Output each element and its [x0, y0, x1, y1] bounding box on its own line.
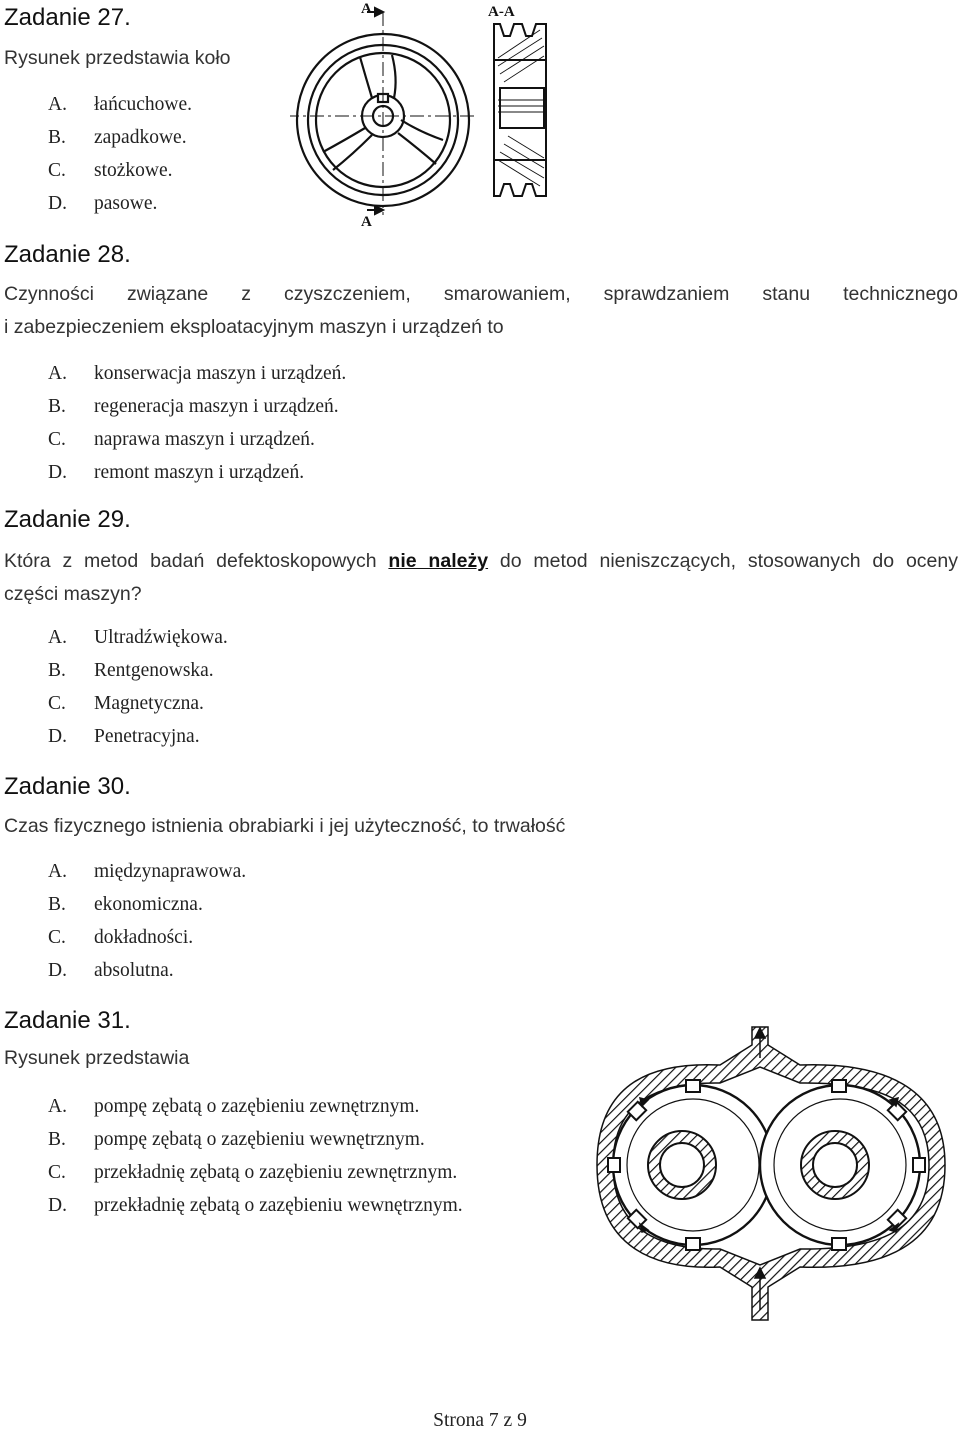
option-letter: A.: [48, 94, 67, 115]
option-text: pompę zębatą o zazębieniu wewnętrznym.: [94, 1129, 425, 1150]
q27-title: Zadanie 27.: [4, 4, 131, 31]
q28-option-a[interactable]: [48, 357, 346, 390]
option-letter: B.: [48, 894, 66, 915]
option-text: przekładnię zębatą o zazębieniu zewnętrznym.: [94, 1162, 458, 1183]
option-text: stożkowe.: [94, 160, 173, 181]
page-number: Strona 7 z 9: [433, 1410, 527, 1431]
q30-option-c[interactable]: [48, 921, 193, 954]
q29-stem-post: do metod nieniszczących, stosowanych do oceny: [499, 550, 958, 572]
option-letter: A.: [48, 1096, 67, 1117]
q30-stem: Czas fizycznego istnienia obrabiarki i jej użyteczność, to trwałość: [4, 815, 566, 837]
option-text: ekonomiczna.: [94, 894, 203, 915]
option-letter: B.: [48, 660, 66, 681]
q27-option-d[interactable]: [48, 187, 157, 220]
q28-option-b[interactable]: [48, 390, 339, 423]
option-text: Magnetyczna.: [94, 693, 204, 714]
q30-option-d[interactable]: [48, 954, 174, 987]
option-text: Ultradźwiękowa.: [94, 627, 228, 648]
option-text: pasowe.: [94, 193, 158, 214]
q29-stem-line-2: części maszyn?: [4, 583, 142, 605]
q28-option-c[interactable]: [48, 423, 315, 456]
option-letter: D.: [48, 726, 67, 747]
gear-pump-drawing: [585, 1025, 955, 1325]
q29-option-c[interactable]: [48, 687, 204, 720]
option-letter: A.: [48, 861, 67, 882]
option-letter: B.: [48, 1129, 66, 1150]
option-letter: D.: [48, 960, 67, 981]
option-letter: B.: [48, 127, 66, 148]
section-label-bottom: A: [361, 214, 372, 230]
option-letter: C.: [48, 1162, 66, 1183]
option-letter: C.: [48, 429, 66, 450]
option-text: remont maszyn i urządzeń.: [94, 462, 305, 483]
option-letter: A.: [48, 363, 67, 384]
section-label-aa: A-A: [488, 4, 515, 20]
q30-title: Zadanie 30.: [4, 773, 131, 800]
q31-option-b[interactable]: [48, 1123, 425, 1156]
option-letter: C.: [48, 160, 66, 181]
option-text: przekładnię zębatą o zazębieniu wewnętrznym.: [94, 1195, 463, 1216]
q29-stem-emphasis: nie należy: [388, 550, 489, 572]
option-text: Rentgenowska.: [94, 660, 214, 681]
option-letter: C.: [48, 693, 66, 714]
q28-stem-line-2: i zabezpieczeniem eksploatacyjnym maszyn i urządzeń to: [4, 316, 504, 338]
q27-option-a[interactable]: [48, 88, 192, 121]
option-text: regeneracja maszyn i urządzeń.: [94, 396, 339, 417]
q27-stem: Rysunek przedstawia koło: [4, 47, 231, 69]
q29-stem-pre: Która z metod badań defektoskopowych: [4, 550, 377, 572]
q30-option-b[interactable]: [48, 888, 203, 921]
q27-option-c[interactable]: [48, 154, 173, 187]
q31-stem: Rysunek przedstawia: [4, 1047, 190, 1069]
option-text: łańcuchowe.: [94, 94, 192, 115]
q28-stem-line-1: Czynności związane z czyszczeniem, smarowaniem, sprawdzaniem stanu technicznego: [4, 283, 958, 305]
option-letter: A.: [48, 627, 67, 648]
option-text: dokładności.: [94, 927, 194, 948]
option-letter: D.: [48, 1195, 67, 1216]
option-letter: C.: [48, 927, 66, 948]
q29-stem-line-1: [4, 545, 958, 578]
q29-option-a[interactable]: [48, 621, 228, 654]
option-text: absolutna.: [94, 960, 174, 981]
option-text: międzynaprawowa.: [94, 861, 247, 882]
q29-stem: [4, 545, 958, 611]
q28-title: Zadanie 28.: [4, 241, 131, 268]
q28-option-d[interactable]: [48, 456, 304, 489]
q31-option-d[interactable]: [48, 1189, 463, 1222]
q31-option-c[interactable]: [48, 1156, 457, 1189]
option-text: zapadkowe.: [94, 127, 187, 148]
section-label-top: A: [361, 1, 372, 17]
q29-title: Zadanie 29.: [4, 506, 131, 533]
option-text: konserwacja maszyn i urządzeń.: [94, 363, 347, 384]
q27-option-b[interactable]: [48, 121, 187, 154]
option-text: Penetracyjna.: [94, 726, 200, 747]
option-letter: D.: [48, 193, 67, 214]
option-text: naprawa maszyn i urządzeń.: [94, 429, 315, 450]
q31-option-a[interactable]: [48, 1090, 419, 1123]
option-letter: B.: [48, 396, 66, 417]
q31-title: Zadanie 31.: [4, 1007, 131, 1034]
option-text: pompę zębatą o zazębieniu zewnętrznym.: [94, 1096, 420, 1117]
option-letter: D.: [48, 462, 67, 483]
q29-option-b[interactable]: [48, 654, 214, 687]
q29-option-d[interactable]: [48, 720, 200, 753]
q28-stem: [4, 278, 958, 344]
q30-option-a[interactable]: [48, 855, 246, 888]
pulley-drawing: [290, 0, 560, 232]
